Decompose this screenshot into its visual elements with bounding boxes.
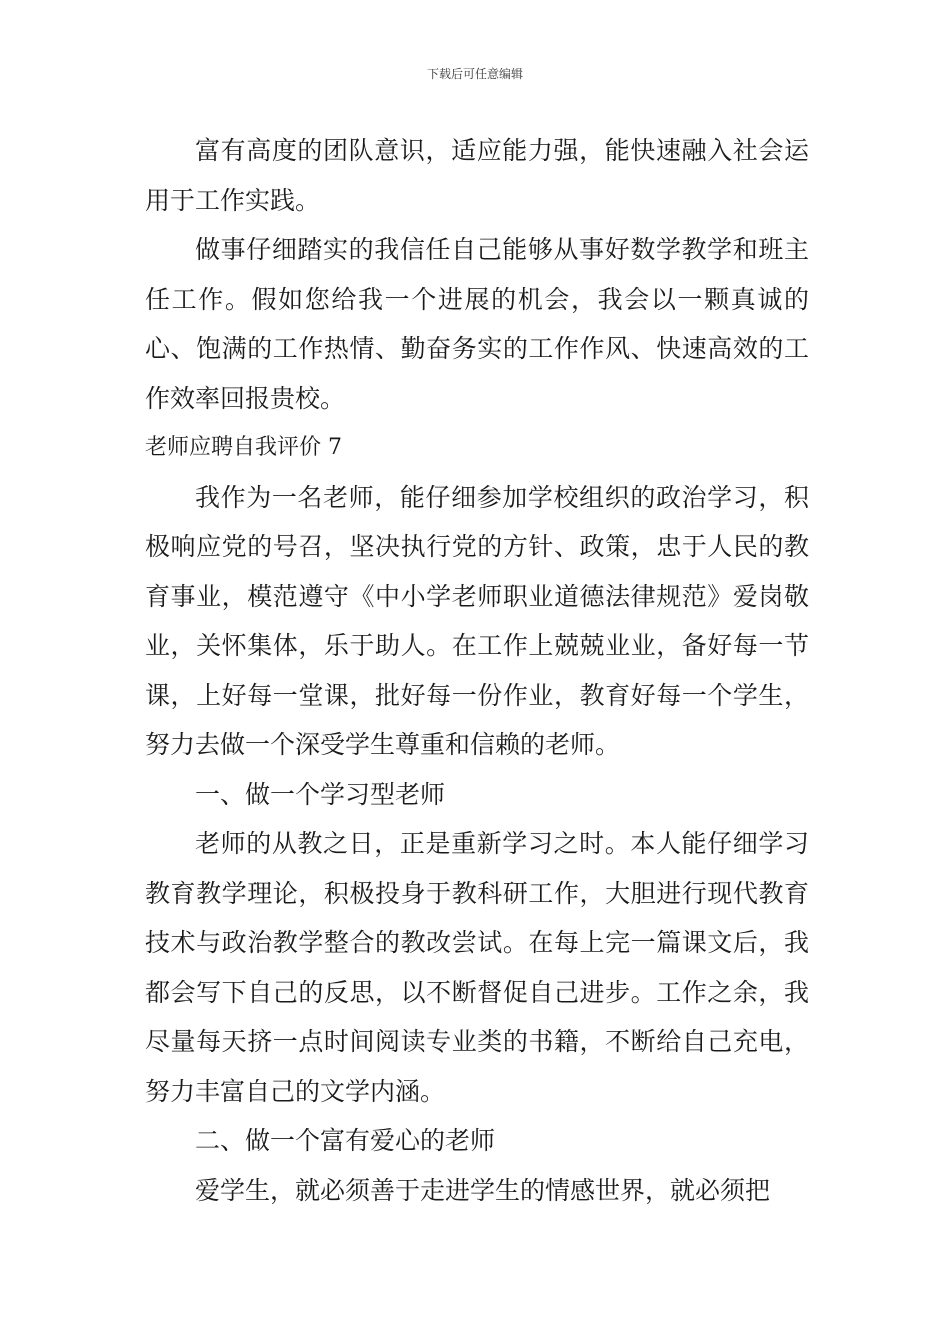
paragraph-teamwork: 富有高度的团队意识，适应能力强，能快速融入社会运用于工作实践。 (145, 136, 809, 215)
section-heading-self-evaluation-7: 老师应聘自我评价 7 (145, 435, 342, 460)
document-body (145, 126, 809, 1215)
subheading-learning-teacher: 一、做一个学习型老师 (195, 779, 446, 809)
paragraph-love-students: 爱学生，就必须善于走进学生的情感世界，就必须把 (195, 1175, 771, 1205)
subheading-caring-teacher: 二、做一个富有爱心的老师 (195, 1126, 496, 1155)
paragraph-teacher-duty: 我作为一名老师，能仔细参加学校组织的政治学习，积极响应党的号召，坚决执行党的方针、政策，忠于人民的教育事业，模范遵守《中小学老师职业道德法律规范》爱岗敬业，关怀集体，乐于助人。在工作上兢兢业业，备好每一节课，上好每一堂课，批好每一份作业，教育好每一个学生，努力去做一个深受学生尊重和信赖的老师。 (145, 482, 809, 759)
paragraph-learning: 老师的从教之日，正是重新学习之时。本人能仔细学习教育教学理论，积极投身于教科研工作，大胆进行现代教育技术与政治教学整合的教改尝试。在每上完一篇课文后，我都会写下自己的反思，以不断督促自己进步。工作之余，我尽量每天挤一点时间阅读专业类的书籍，不断给自己充电，努力丰富自己的文学内涵。 (145, 829, 809, 1106)
page-header-note: 下载后可任意编辑 (426, 67, 523, 81)
paragraph-commitment: 做事仔细踏实的我信任自己能够从事好数学教学和班主任工作。假如您给我一个进展的机会，我会以一颗真诚的心、饱满的工作热情、勤奋务实的工作作风、快速高效的工作效率回报贵校。 (145, 235, 809, 413)
